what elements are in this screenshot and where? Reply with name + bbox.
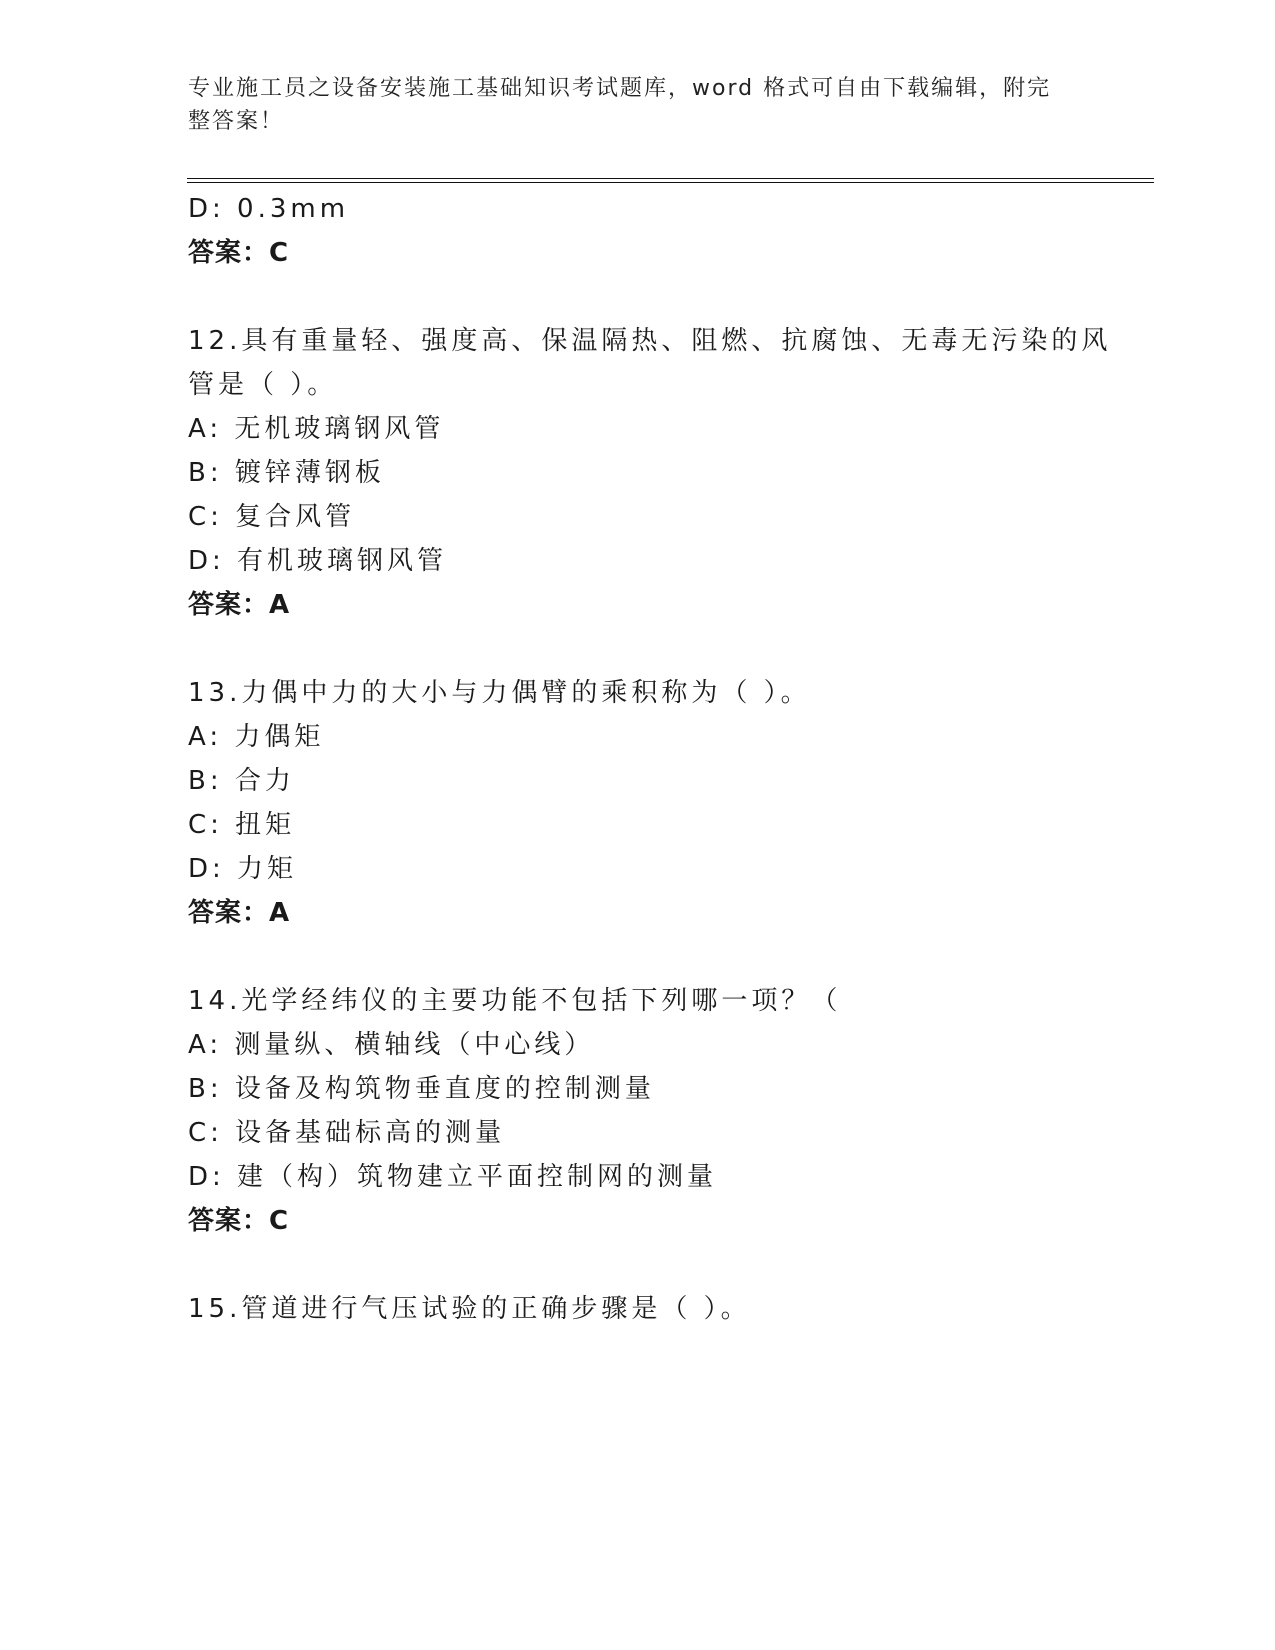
header-divider [187, 178, 1154, 183]
q13-option-d: D: 力矩 [188, 854, 298, 884]
q14-option-b: B: 设备及构筑物垂直度的控制测量 [188, 1074, 655, 1104]
q13-option-c: C: 扭矩 [188, 810, 296, 840]
q12-stem-line1: 12.具有重量轻、强度高、保温隔热、阻燃、抗腐蚀、无毒无污染的风 [188, 326, 1112, 356]
q14-option-a: A: 测量纵、横轴线（中心线） [188, 1030, 595, 1060]
q13-answer: 答案：A [188, 898, 291, 928]
q12-option-c: C: 复合风管 [188, 502, 356, 532]
q14-stem-line1: 14.光学经纬仪的主要功能不包括下列哪一项？（ [188, 986, 842, 1016]
q13-stem-line1: 13.力偶中力的大小与力偶臂的乘积称为（ ）。 [188, 678, 811, 708]
q12-answer: 答案：A [188, 590, 291, 620]
q12-option-b: B: 镀锌薄钢板 [188, 458, 385, 488]
q11-answer: 答案：C [188, 238, 290, 268]
q13-option-a: A: 力偶矩 [188, 722, 325, 752]
q12-option-a: A: 无机玻璃钢风管 [188, 414, 445, 444]
q14-option-c: C: 设备基础标高的测量 [188, 1118, 506, 1148]
q11-option-d: D: 0.3mm [188, 194, 350, 224]
q13-option-b: B: 合力 [188, 766, 295, 796]
q12-stem-line2: 管是（ ）。 [188, 370, 338, 400]
q15-stem-line1: 15.管道进行气压试验的正确步骤是（ ）。 [188, 1294, 751, 1324]
q12-option-d: D: 有机玻璃钢风管 [188, 546, 448, 576]
q14-answer: 答案：C [188, 1206, 290, 1236]
document-header: 专业施工员之设备安装施工基础知识考试题库，word 格式可自由下载编辑，附完整答案！ [188, 76, 1052, 134]
q14-option-d: D: 建（构）筑物建立平面控制网的测量 [188, 1162, 718, 1192]
